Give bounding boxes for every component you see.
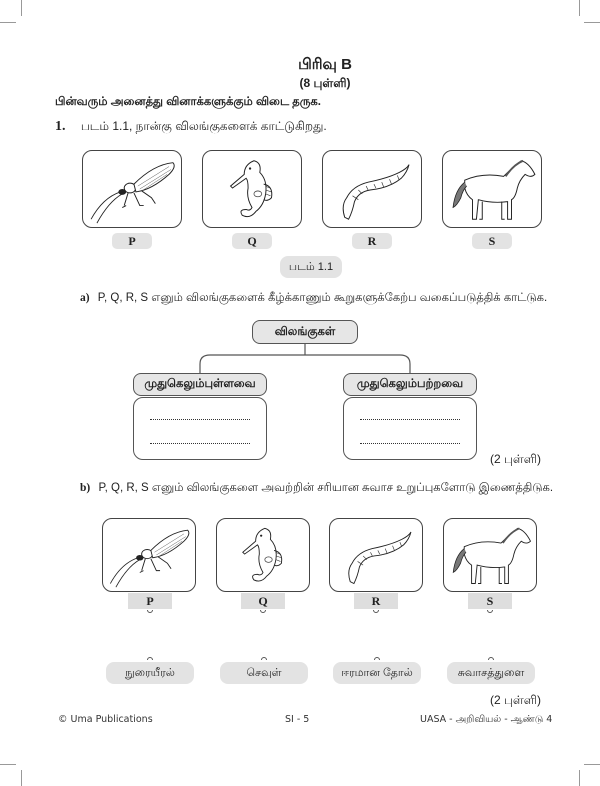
answer-line[interactable] bbox=[150, 418, 250, 420]
animal-label-p: P bbox=[112, 233, 152, 249]
match-label-s: S bbox=[468, 593, 512, 609]
horse-icon bbox=[444, 519, 536, 591]
crop-mark bbox=[0, 764, 16, 765]
footer-subject: UASA - அறிவியல் - ஆண்டு 4 bbox=[420, 714, 553, 725]
footer-publisher: © Uma Publications bbox=[58, 714, 153, 725]
part-b-question bbox=[80, 482, 553, 496]
instruction: பின்வரும் அனைத்து வினாக்களுக்கும் விடை தருக. bbox=[55, 96, 321, 108]
section-title: பிரிவு B bbox=[298, 56, 352, 73]
match-label-q: Q bbox=[241, 593, 285, 609]
seahorse-icon bbox=[203, 151, 301, 227]
part-b-marks: (2 புள்ளி) bbox=[490, 693, 542, 707]
answer-box-vertebrates[interactable] bbox=[133, 397, 267, 460]
organ-option-gills[interactable]: செவுள் bbox=[220, 662, 308, 684]
match-card-q bbox=[216, 518, 310, 592]
footer-page-number: SI - 5 bbox=[285, 714, 310, 725]
match-card-s bbox=[443, 518, 537, 592]
question-number: 1. bbox=[55, 119, 66, 134]
part-b-text: P, Q, R, S எனும் விலங்குகளை அவற்றின் சரியான சுவாச உறுப்புகளோடு இணைத்திடுக. bbox=[98, 482, 554, 494]
crop-mark bbox=[21, 0, 22, 16]
animal-card-s bbox=[442, 150, 542, 228]
part-a-marks: (2 புள்ளி) bbox=[490, 452, 542, 466]
part-a-question bbox=[80, 292, 547, 306]
match-card-r bbox=[329, 518, 423, 592]
animal-label-q: Q bbox=[232, 233, 272, 249]
match-label-r: R bbox=[354, 593, 398, 609]
animal-card-p bbox=[82, 150, 182, 228]
insect-icon bbox=[103, 519, 195, 591]
animal-label-r: R bbox=[352, 233, 392, 249]
horse-icon bbox=[443, 151, 541, 227]
part-a-text: P, Q, R, S எனும் விலங்குகளைக் கீழ்க்காணும் கூறுகளுக்கேற்ப வகைப்படுத்திக் காட்டுக. bbox=[97, 292, 548, 304]
crop-mark bbox=[584, 22, 600, 23]
crop-mark bbox=[21, 770, 22, 786]
answer-box-invertebrates[interactable] bbox=[343, 397, 477, 460]
animal-card-q bbox=[202, 150, 302, 228]
animal-label-s: S bbox=[472, 233, 512, 249]
part-a-letter: a) bbox=[80, 292, 90, 304]
worm-icon bbox=[323, 151, 421, 227]
organ-option-moist-skin[interactable]: ஈரமான தோல் bbox=[333, 662, 421, 684]
question-text: படம் 1.1, நான்கு விலங்குகளைக் காட்டுகிறது. bbox=[80, 119, 327, 133]
crop-mark bbox=[579, 0, 580, 16]
answer-line[interactable] bbox=[150, 442, 250, 444]
answer-line[interactable] bbox=[360, 418, 460, 420]
match-label-p: P bbox=[128, 593, 172, 609]
diagram-left-node: முதுகெலும்புள்ளவை bbox=[133, 373, 267, 396]
match-card-p bbox=[102, 518, 196, 592]
diagram-root-node: விலங்குகள் bbox=[252, 320, 358, 344]
worm-icon bbox=[330, 519, 422, 591]
diagram-right-node: முதுகெலும்பற்றவை bbox=[343, 373, 477, 396]
organ-option-lungs[interactable]: நுரையீரல் bbox=[106, 662, 194, 684]
crop-mark bbox=[584, 764, 600, 765]
part-b-letter: b) bbox=[80, 482, 91, 494]
crop-mark bbox=[579, 770, 580, 786]
organ-option-spiracle[interactable]: சுவாசத்துளை bbox=[447, 662, 535, 684]
section-marks: (8 புள்ளி) bbox=[299, 76, 351, 90]
crop-mark bbox=[0, 22, 16, 23]
figure-caption: படம் 1.1 bbox=[280, 256, 342, 278]
seahorse-icon bbox=[217, 519, 309, 591]
insect-icon bbox=[83, 151, 181, 227]
animal-card-r bbox=[322, 150, 422, 228]
answer-line[interactable] bbox=[360, 442, 460, 444]
question-1 bbox=[55, 119, 327, 135]
